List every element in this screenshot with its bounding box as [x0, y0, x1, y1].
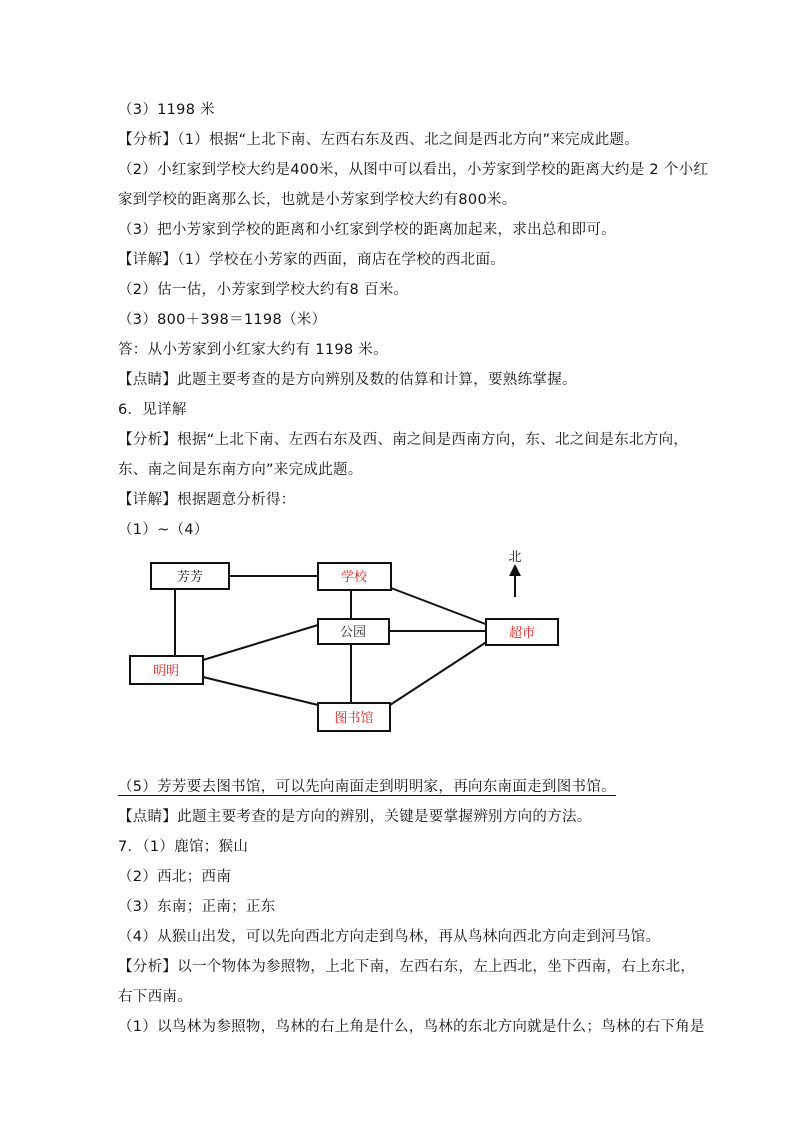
node-supermarket-label: 超市 — [508, 626, 536, 641]
analysis-line: 家到学校的距离那么长，也就是小芳家到学校大约有800米。 — [118, 192, 517, 208]
node-supermarket — [486, 619, 558, 645]
node-mingming-label: 明明 — [152, 664, 180, 679]
node-fangfang — [151, 563, 229, 589]
analysis-line: 【分析】以一个物体为参照物，上北下南，左西右东，左上西北，坐下西南，右上东北， — [118, 959, 696, 975]
analysis-line: 东、南之间是东南方向”来完成此题。 — [118, 462, 363, 478]
edge-library-supermarket — [390, 641, 488, 705]
node-library — [318, 703, 390, 731]
comment-line: 【点睛】此题主要考查的是方向辨别及数的估算和计算，要熟练掌握。 — [118, 372, 577, 388]
analysis-line: （2）小红家到学校大约是400米，从图中可以看出，小芳家到学校的距离大约是 2 个小红 — [118, 162, 709, 178]
question-number: 7．（1）鹿馆；猴山 — [118, 839, 249, 855]
question-number: 6．见详解 — [118, 402, 187, 418]
answer-line: （4）从猴山出发，可以先向西北方向走到鸟林，再从鸟林向西北方向走到河马馆。 — [118, 929, 661, 945]
answer-line: （3）1198 米 — [118, 102, 215, 118]
detail-line: 【详解】根据题意分析得： — [118, 492, 296, 508]
detail-line: （3）800＋398＝1198（米） — [118, 312, 327, 328]
analysis-line: 【分析】根据“上北下南、左西右东及西、南之间是西南方向，东、北之间是东北方向， — [118, 432, 689, 448]
detail-line: 【详解】（1）学校在小芳家的西面，商店在学校的西北面。 — [118, 252, 506, 268]
detail-line: （2）估一估，小芳家到学校大约有8 百米。 — [118, 282, 409, 298]
node-library-label: 图书馆 — [334, 711, 374, 726]
north-indicator — [508, 550, 521, 597]
node-park — [318, 619, 389, 644]
north-label: 北 — [508, 550, 522, 565]
node-mingming — [130, 656, 203, 684]
node-school-label: 学校 — [340, 570, 368, 585]
direction-diagram — [118, 545, 598, 765]
analysis-line: （3）把小芳家到学校的距离和小红家到学校的距离加起来，求出总和即可。 — [118, 222, 616, 238]
comment-line: 【点睛】此题主要考查的是方向的辨别，关键是要掌握辨别方向的方法。 — [118, 809, 592, 825]
sub-question-label: （1）~（4） — [118, 522, 209, 538]
edge-mingming-park — [203, 625, 318, 660]
answer-line-underlined: （5）芳芳要去图书馆，可以先向南面走到明明家，再向东南面走到图书馆。 — [118, 779, 616, 795]
edge-school-supermarket — [391, 588, 488, 625]
edge-mingming-library — [203, 677, 318, 705]
answer-line: 答：从小芳家到小红家大约有 1198 米。 — [118, 342, 388, 358]
answer-line: （2）西北；西南 — [118, 869, 232, 885]
answer-line: （3）东南；正南；正东 — [118, 899, 276, 915]
analysis-line: 右下西南。 — [118, 989, 192, 1005]
node-park-label: 公园 — [339, 625, 367, 640]
node-school — [318, 563, 391, 590]
node-fangfang-label: 芳芳 — [176, 570, 204, 585]
north-arrow-icon — [509, 564, 521, 576]
analysis-line: （1）以鸟林为参照物，鸟林的右上角是什么，鸟林的东北方向就是什么；鸟林的右下角是 — [118, 1019, 705, 1035]
analysis-line: 【分析】（1）根据“上北下南、左西右东及西、北之间是西北方向”来完成此题。 — [118, 132, 640, 148]
